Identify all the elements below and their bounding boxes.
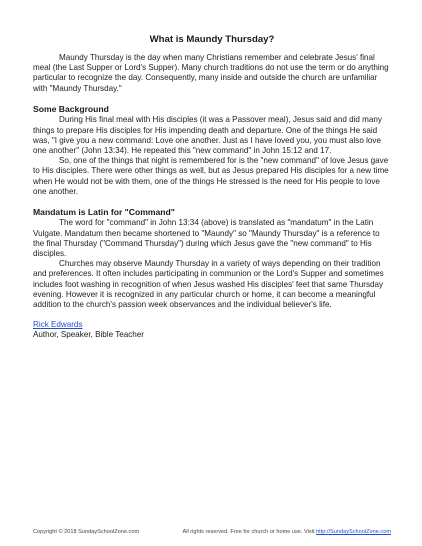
mandatum-paragraph-1: The word for "command" in John 13:34 (above) is translated as "mandatum" in the Latin Vulgate. Mandatum then became shortened to "Maundy" so "Maundy Thursday" is a reference to the final Thursday ("Command Thursday") during which Jesus gave the "new command" to His disciples. bbox=[33, 218, 380, 259]
author-role: Author, Speaker, Bible Teacher bbox=[33, 330, 144, 340]
footer-rights-text: All rights reserved. Free for church or home use. Visit bbox=[182, 529, 317, 535]
background-paragraph-2: So, one of the things that night is remembered for is the "new command" of love Jesus gave to His disciples. There were other things as well, but as Jesus prepared His disciples for a new time when He would not be with them, one of the things He stressed is the need for His people to love one another. bbox=[33, 156, 389, 196]
author-name-link[interactable]: Rick Edwards bbox=[33, 320, 83, 330]
mandatum-paragraph-2: Churches may observe Maundy Thursday in a variety of ways depending on their tradition and preferences. It often includes participating in communion or the Lord's Supper and sometimes includes foot washing in recognition of when Jesus washed His disciples' feet that same Thursday evening. However it is recognized in any particular church or home, it can become a meaningful addition to the church's passion week observances and the individual believer's life. bbox=[33, 259, 384, 310]
author-block bbox=[33, 320, 391, 340]
footer-copyright: Copyright © 2018 SundaySchoolZone.com bbox=[33, 529, 140, 535]
intro-paragraph: Maundy Thursday is the day when many Christians remember and celebrate Jesus' final meal (the Last Supper or Lord's Supper). Many church traditions do not use the term or do anything particular to recognize the day. Consequently, many inside and outside the church are unfamiliar with "Maundy Thursday." bbox=[33, 53, 389, 93]
footer-rights bbox=[182, 529, 391, 536]
page-footer bbox=[33, 529, 391, 536]
document-title: What is Maundy Thursday? bbox=[149, 34, 275, 45]
document-page bbox=[33, 26, 391, 341]
footer-site-link[interactable]: http://SundaySchoolZone.com bbox=[316, 529, 391, 535]
section-heading-mandatum: Mandatum is Latin for "Command" bbox=[33, 206, 175, 217]
section-heading-background: Some Background bbox=[33, 103, 109, 114]
background-paragraph-1: During His final meal with His disciples (it was a Passover meal), Jesus said and did many things to prepare His disciples for His impending death and departure. One of the things He said was, "I give you a new command: Love one another. Just as I have loved you, you must also love one another" (John 13:34). He repeated this "new command" in John 15:12 and 17. bbox=[33, 115, 382, 155]
